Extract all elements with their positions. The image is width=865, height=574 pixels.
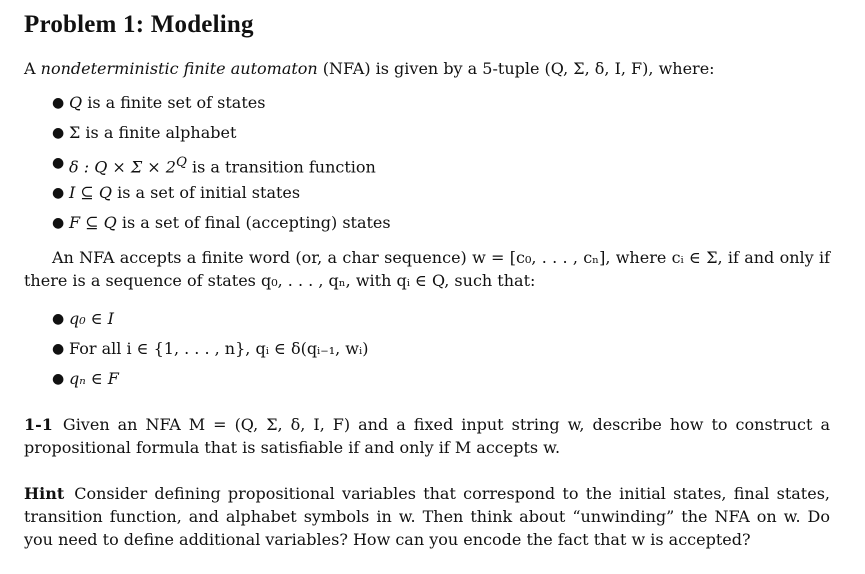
intro-term: nondeterministic finite automaton [40, 59, 318, 78]
question-text: Given an NFA M = (Q, Σ, δ, I, F) and a fixed input string w, describe how to construct a propositional formula that is satisfiable if and only if M accepts w. [24, 415, 830, 457]
hint-label: Hint [24, 484, 65, 503]
list-item [24, 118, 830, 148]
definition-list [24, 88, 830, 238]
list-item [24, 334, 830, 364]
item-text: is a set of final (accepting) states [116, 213, 391, 232]
bullet-icon: ● [52, 125, 65, 141]
acceptance-paragraph: An NFA accepts a finite word (or, a char sequence) w = [c₀, . . . , cₙ], where cᵢ ∈ Σ, if and only if there is a sequence of states q₀, . . . , qₙ, with qᵢ ∈ Q, such that: [24, 248, 830, 290]
hint-text: Consider defining propositional variables that correspond to the initial states, final states, transition function, and alphabet symbols in w. Then think about “unwinding” the NFA on w. Do you need to define additional variables? How can you encode the fact that w is accepted? [24, 484, 830, 549]
acceptance-conditions [24, 304, 830, 394]
document-page [24, 8, 830, 551]
intro-prefix: A [24, 59, 41, 78]
question-label: 1-1 [24, 415, 53, 434]
list-item [24, 364, 830, 394]
bullet-icon: ● [52, 155, 65, 171]
item-text: is a transition function [186, 157, 376, 177]
list-item [24, 178, 830, 208]
item-math: Q [69, 93, 83, 112]
bullet-icon: ● [52, 371, 65, 387]
condition-text: For all i ∈ {1, . . . , n}, qᵢ ∈ δ(qᵢ₋₁, wᵢ) [69, 339, 369, 358]
condition-text: qₙ ∈ F [69, 369, 119, 388]
list-item [24, 208, 830, 238]
bullet-icon: ● [52, 311, 65, 327]
item-math: δ : Q × Σ × 2 [69, 157, 176, 177]
bullet-icon: ● [52, 185, 65, 201]
bullet-icon: ● [52, 95, 65, 111]
hint-paragraph [24, 482, 830, 551]
list-item [24, 304, 830, 334]
question-paragraph [24, 413, 830, 459]
intro-suffix: (NFA) is given by a 5-tuple (Q, Σ, δ, I, F), where: [317, 59, 715, 78]
item-text: is a finite set of states [82, 93, 266, 112]
item-math: F ⊆ Q [69, 213, 117, 232]
condition-text: q₀ ∈ I [69, 309, 114, 328]
item-math: Σ [69, 123, 81, 142]
item-text: is a finite alphabet [80, 123, 237, 142]
problem-title: Problem 1: Modeling [24, 11, 254, 38]
bullet-icon: ● [52, 341, 65, 357]
bullet-icon: ● [52, 215, 65, 231]
list-item [24, 148, 830, 178]
item-math: I ⊆ Q [69, 183, 113, 202]
intro-paragraph [24, 57, 830, 80]
item-text: is a set of initial states [112, 183, 301, 202]
list-item [24, 88, 830, 118]
item-superscript: Q [175, 155, 187, 170]
